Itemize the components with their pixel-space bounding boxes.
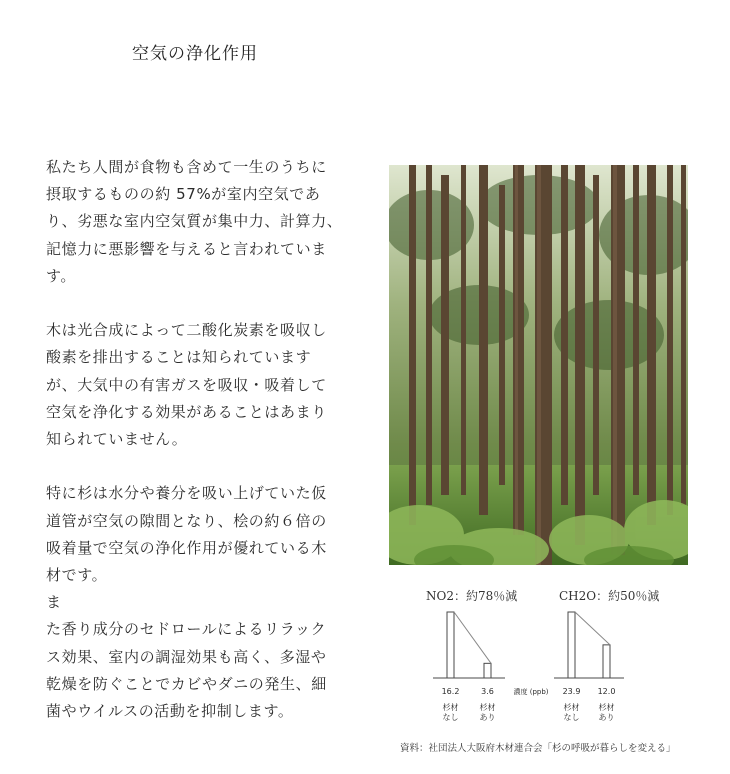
category-label: 杉材 [563,703,580,712]
category-label: あり [598,713,615,722]
text-line: 木は光合成によって二酸化炭素を吸収し [46,321,327,340]
text-line: 乾燥を防ぐことでカビやダニの発生、細 [46,674,327,693]
text-line: 材です。 [46,566,108,585]
source-note: 資料：社団法人大阪府木材連合会「杉の呼吸が暮らしを変える」 [400,743,676,754]
page-title: 空気の浄化作用 [132,44,258,64]
bar-ch2o-without [568,612,575,678]
category-label: 杉材 [442,703,459,712]
text-line: た香り成分のセドロールによるリラック [46,620,327,639]
category-label: 杉材 [598,703,615,712]
text-line: 空気を浄化する効果があることはあまり [46,402,327,421]
category-label: あり [479,713,496,722]
text-line: 特に杉は水分や養分を吸い上げていた仮 [46,484,327,503]
chart-title-no2: NO2：約78％減 [426,589,518,603]
value-label: 3.6 [481,687,494,696]
text-line: ス効果、室内の調湿効果も高く、多湿や [46,647,327,666]
category-label: 杉材 [479,703,496,712]
text-line: 摂取するものの約 57%が室内空気であ [46,185,321,204]
paragraph-1 [46,154,346,290]
text-line: 記憶力に悪影響を与えると言われていま [46,239,327,258]
text-line: り、劣悪な室内空気質が集中力、計算力、 [46,212,343,231]
text-line: 道管が空気の隙間となり、桧の約６倍の [46,511,327,530]
text-line: が、大気中の有害ガスを吸収・吸着して [46,375,327,394]
bar-no2-without [447,612,454,678]
bar-ch2o-with [603,645,610,678]
text-line: 知られていません。 [46,430,188,449]
paragraph-2 [46,317,346,453]
text-line: ま [46,593,62,612]
reduction-line [575,612,610,645]
value-label: 16.2 [441,687,460,696]
paragraph-3 [46,480,346,725]
body-text [46,154,346,725]
reduction-line [454,612,491,663]
bar-no2-with [484,663,491,678]
text-line: 吸着量で空気の浄化作用が優れている木 [46,538,327,557]
text-line: 酸素を排出することは知られています [46,348,312,367]
text-line: す。 [46,266,77,285]
text-line: 菌やウイルスの活動を抑制します。 [46,702,294,721]
text-line: 私たち人間が食物も含めて一生のうちに [46,158,327,176]
value-label: 12.0 [597,687,616,696]
chart-title-ch2o: CH2O：約50％減 [559,589,660,603]
category-label: なし [442,713,459,722]
bar-charts [395,600,695,730]
value-label: 23.9 [562,687,581,696]
unit-label: 濃度 (ppb) [513,688,549,696]
cedar-forest-photo [389,165,688,565]
category-label: なし [563,713,580,722]
